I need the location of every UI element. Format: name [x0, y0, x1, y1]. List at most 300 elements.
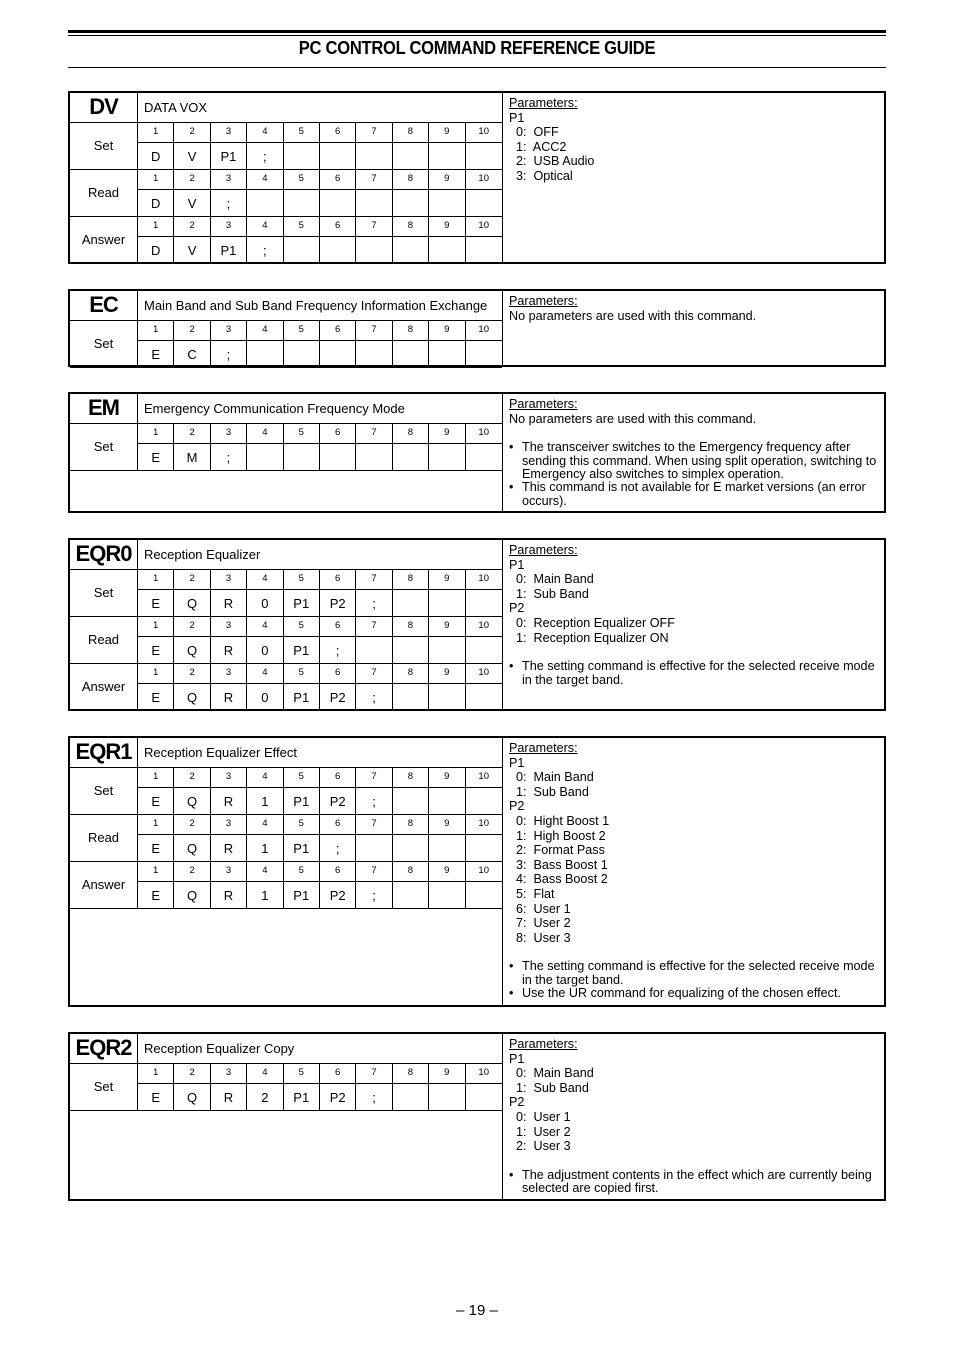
format-cell	[247, 190, 283, 217]
column-number: 10	[478, 771, 489, 782]
column-number: 6	[320, 617, 356, 636]
format-grid-answer	[138, 664, 502, 711]
parameters-panel	[509, 543, 881, 687]
column-number: 10	[478, 865, 489, 876]
parameter-line: 7: User 2	[509, 916, 571, 931]
column-number: 1	[138, 617, 174, 636]
format-cell: P1	[284, 1084, 320, 1111]
column-number: 4	[247, 617, 283, 636]
note-item: • This command is not available for E market versions (an error occurs).	[509, 481, 881, 508]
row-label-set: Set	[70, 570, 138, 617]
format-cell: ;	[356, 1084, 392, 1111]
parameter-line: No parameters are used with this command.	[509, 411, 757, 426]
column-number-row	[138, 424, 502, 444]
parameter-line: 0: Reception Equalizer OFF	[509, 615, 675, 630]
format-cell: P1	[211, 237, 247, 264]
format-cell: V	[174, 190, 210, 217]
format-cell: E	[138, 637, 174, 664]
format-cell: ;	[356, 882, 392, 909]
column-number: 2	[174, 570, 210, 589]
column-number: 2	[174, 170, 210, 189]
page-number: – 19 –	[456, 1302, 498, 1319]
column-number: 4	[247, 123, 283, 142]
format-cell	[393, 590, 429, 617]
format-cell: P1	[284, 882, 320, 909]
parameter-line: 4: Bass Boost 2	[509, 872, 608, 887]
column-number: 2	[174, 664, 210, 683]
column-number: 3	[211, 815, 247, 834]
parameters-panel	[509, 741, 881, 1001]
format-cell	[429, 835, 465, 862]
parameter-line: 2: User 3	[509, 1139, 571, 1154]
column-number: 2	[174, 862, 210, 881]
format-cell	[466, 341, 502, 368]
format-cell: P1	[284, 788, 320, 815]
format-cell	[356, 444, 392, 471]
column-number: 7	[356, 768, 392, 787]
column-number-row	[138, 768, 502, 788]
format-grid-answer	[138, 217, 502, 264]
header-rule-thick	[68, 30, 886, 33]
column-number: 4	[247, 321, 283, 340]
format-cell	[466, 1084, 502, 1111]
column-number: 8	[393, 664, 429, 683]
column-number: 8	[393, 862, 429, 881]
format-cell: R	[211, 882, 247, 909]
page-title: PC CONTROL COMMAND REFERENCE GUIDE	[298, 38, 656, 58]
format-cell	[247, 444, 283, 471]
column-number: 4	[247, 570, 283, 589]
command-code: EM	[70, 394, 138, 424]
notes-list	[509, 441, 881, 508]
column-number: 3	[211, 321, 247, 340]
row-label-set: Set	[70, 321, 138, 368]
column-number: 9	[429, 170, 465, 189]
column-number: 1	[138, 1064, 174, 1083]
column-number: 10	[478, 324, 489, 335]
column-number: 1	[138, 768, 174, 787]
format-cell	[393, 444, 429, 471]
column-number: 3	[211, 170, 247, 189]
parameters-panel	[509, 397, 881, 508]
parameter-line: P1	[509, 557, 525, 572]
column-number: 1	[138, 570, 174, 589]
format-cell	[356, 341, 392, 368]
column-number: 5	[284, 570, 320, 589]
format-cell: 0	[247, 684, 283, 711]
column-number: 9	[429, 768, 465, 787]
column-number: 8	[393, 1064, 429, 1083]
parameter-line: 1: Sub Band	[509, 586, 589, 601]
format-cell: R	[211, 684, 247, 711]
column-number: 4	[247, 1064, 283, 1083]
format-grid-answer	[138, 862, 502, 909]
column-number: 8	[393, 617, 429, 636]
parameter-line: 3: Optical	[509, 168, 573, 183]
column-number: 5	[284, 170, 320, 189]
command-code: EQR0	[70, 540, 138, 570]
column-divider	[502, 93, 503, 262]
parameters-heading: Parameters:	[509, 397, 578, 411]
column-number: 4	[247, 170, 283, 189]
format-cell: ;	[356, 788, 392, 815]
format-cell: D	[138, 190, 174, 217]
format-cell: P1	[284, 684, 320, 711]
column-number: 1	[138, 123, 174, 142]
format-cell: E	[138, 444, 174, 471]
format-cell: ;	[320, 835, 356, 862]
parameter-line: 1: Sub Band	[509, 1080, 589, 1095]
column-number: 1	[138, 217, 174, 236]
column-number: 2	[174, 217, 210, 236]
column-number: 10	[478, 427, 489, 438]
column-number: 2	[174, 123, 210, 142]
format-cell	[393, 684, 429, 711]
column-number: 7	[356, 1064, 392, 1083]
command-code: EQR2	[70, 1034, 138, 1064]
parameter-line: 8: User 3	[509, 930, 571, 945]
format-cell	[320, 190, 356, 217]
column-number: 7	[356, 570, 392, 589]
parameter-line: 1: Sub Band	[509, 784, 589, 799]
column-number: 5	[284, 815, 320, 834]
command-name: Emergency Communication Frequency Mode	[138, 394, 502, 424]
column-number: 4	[247, 424, 283, 443]
format-cell	[393, 637, 429, 664]
format-cell	[429, 341, 465, 368]
column-number: 8	[393, 424, 429, 443]
format-cell	[393, 341, 429, 368]
format-cell: E	[138, 882, 174, 909]
format-cell: Q	[174, 590, 210, 617]
format-cell: C	[174, 341, 210, 368]
notes-list	[509, 1169, 881, 1196]
column-number-row	[138, 862, 502, 882]
parameters-panel	[509, 96, 881, 184]
format-cell	[429, 237, 465, 264]
format-cell: ;	[247, 237, 283, 264]
row-label-answer: Answer	[70, 664, 138, 711]
command-format-row	[138, 190, 502, 217]
column-number: 7	[356, 862, 392, 881]
command-name: DATA VOX	[138, 93, 502, 123]
column-number: 7	[356, 617, 392, 636]
format-cell: D	[138, 237, 174, 264]
format-cell: ;	[211, 341, 247, 368]
format-cell	[466, 590, 502, 617]
column-number: 2	[174, 1064, 210, 1083]
column-number: 9	[429, 217, 465, 236]
command-name: Main Band and Sub Band Frequency Information Exchange	[138, 291, 502, 321]
format-cell: P1	[284, 590, 320, 617]
parameter-line: No parameters are used with this command.	[509, 308, 757, 323]
column-number-row	[138, 570, 502, 590]
parameter-line: 1: User 2	[509, 1124, 571, 1139]
command-format-row	[138, 882, 502, 909]
format-cell: Q	[174, 1084, 210, 1111]
column-number: 4	[247, 664, 283, 683]
row-label-set: Set	[70, 1064, 138, 1111]
column-number: 10	[478, 573, 489, 584]
header-rule-thin	[68, 35, 886, 36]
parameters-heading: Parameters:	[509, 96, 578, 110]
format-grid-set	[138, 321, 502, 368]
parameter-line: 0: Main Band	[509, 1066, 594, 1081]
format-cell	[356, 190, 392, 217]
command-format-row	[138, 143, 502, 170]
command-code: EC	[70, 291, 138, 321]
format-cell	[466, 684, 502, 711]
parameter-line: 1: Reception Equalizer ON	[509, 630, 669, 645]
parameter-line: 0: Main Band	[509, 572, 594, 587]
column-number: 9	[429, 321, 465, 340]
format-cell: Q	[174, 788, 210, 815]
notes-list	[509, 960, 881, 1000]
format-grid-read	[138, 617, 502, 664]
row-label-answer: Answer	[70, 217, 138, 264]
format-cell	[429, 684, 465, 711]
format-cell: P1	[284, 835, 320, 862]
parameters-heading: Parameters:	[509, 1037, 578, 1051]
format-cell: V	[174, 237, 210, 264]
column-number: 6	[320, 424, 356, 443]
column-number: 3	[211, 1064, 247, 1083]
column-number: 10	[478, 220, 489, 231]
column-divider	[502, 1034, 503, 1199]
format-cell	[284, 341, 320, 368]
column-number: 6	[320, 123, 356, 142]
column-number-row	[138, 321, 502, 341]
format-cell	[393, 237, 429, 264]
format-cell: 1	[247, 788, 283, 815]
format-cell	[356, 143, 392, 170]
format-cell: Q	[174, 882, 210, 909]
command-code: EQR1	[70, 738, 138, 768]
command-code: DV	[70, 93, 138, 123]
column-number: 3	[211, 617, 247, 636]
column-number: 6	[320, 570, 356, 589]
parameter-line: P2	[509, 601, 525, 616]
column-number: 5	[284, 321, 320, 340]
command-format-row	[138, 237, 502, 264]
format-cell: P2	[320, 684, 356, 711]
parameters-panel	[509, 1037, 881, 1196]
format-cell: 0	[247, 637, 283, 664]
format-cell	[466, 882, 502, 909]
format-cell: E	[138, 835, 174, 862]
command-format-row	[138, 835, 502, 862]
format-cell	[429, 882, 465, 909]
format-cell: 2	[247, 1084, 283, 1111]
column-number-row	[138, 1064, 502, 1084]
note-item: • The adjustment contents in the effect which are currently being selected are copied first.	[509, 1169, 881, 1196]
column-number: 6	[320, 217, 356, 236]
command-format-row	[138, 341, 502, 368]
format-cell: M	[174, 444, 210, 471]
column-number: 1	[138, 321, 174, 340]
column-number: 5	[284, 664, 320, 683]
format-grid-set	[138, 424, 502, 471]
format-cell	[429, 788, 465, 815]
format-cell: P2	[320, 590, 356, 617]
parameter-line: P2	[509, 1095, 525, 1110]
row-label-set: Set	[70, 123, 138, 170]
column-number: 2	[174, 768, 210, 787]
format-cell: 0	[247, 590, 283, 617]
column-number: 7	[356, 664, 392, 683]
parameter-line: 2: USB Audio	[509, 154, 595, 169]
format-cell	[466, 637, 502, 664]
format-cell	[466, 835, 502, 862]
format-grid-set	[138, 570, 502, 617]
column-number: 9	[429, 862, 465, 881]
column-number-row	[138, 123, 502, 143]
format-cell	[393, 143, 429, 170]
format-cell	[429, 637, 465, 664]
parameters-heading: Parameters:	[509, 294, 578, 308]
parameter-line: 0: OFF	[509, 125, 559, 140]
column-number: 7	[356, 815, 392, 834]
column-number: 5	[284, 617, 320, 636]
column-number-row	[138, 664, 502, 684]
format-cell	[393, 1084, 429, 1111]
format-cell: R	[211, 1084, 247, 1111]
format-cell: R	[211, 590, 247, 617]
format-cell	[356, 637, 392, 664]
format-grid-set	[138, 123, 502, 170]
column-number: 6	[320, 862, 356, 881]
format-cell	[320, 444, 356, 471]
column-number: 7	[356, 321, 392, 340]
format-cell	[429, 444, 465, 471]
parameters-heading: Parameters:	[509, 543, 578, 557]
column-number: 5	[284, 862, 320, 881]
column-number: 8	[393, 321, 429, 340]
column-divider	[502, 540, 503, 709]
column-number: 3	[211, 424, 247, 443]
column-number: 7	[356, 424, 392, 443]
command-name: Reception Equalizer	[138, 540, 502, 570]
column-number: 5	[284, 1064, 320, 1083]
parameter-line: P2	[509, 799, 525, 814]
column-number: 4	[247, 217, 283, 236]
command-format-row	[138, 684, 502, 711]
column-number-row	[138, 170, 502, 190]
note-item: • The transceiver switches to the Emergency frequency after sending this command. When using split operation, switching to Emergency also switches to simplex operation.	[509, 441, 881, 481]
parameter-line: 0: Hight Boost 1	[509, 813, 610, 828]
column-number: 10	[478, 1067, 489, 1078]
command-box-eqr0	[68, 538, 886, 711]
row-label-read: Read	[70, 617, 138, 664]
format-cell: V	[174, 143, 210, 170]
column-number: 8	[393, 815, 429, 834]
format-cell	[466, 190, 502, 217]
format-cell	[356, 835, 392, 862]
command-format-row	[138, 444, 502, 471]
row-label-read: Read	[70, 815, 138, 862]
column-number: 9	[429, 664, 465, 683]
format-grid-set	[138, 768, 502, 815]
column-number: 10	[478, 620, 489, 631]
column-number: 10	[478, 126, 489, 137]
format-cell	[393, 835, 429, 862]
format-cell: 1	[247, 835, 283, 862]
column-number: 3	[211, 768, 247, 787]
column-number: 3	[211, 570, 247, 589]
column-number: 5	[284, 123, 320, 142]
column-number: 9	[429, 570, 465, 589]
command-name: Reception Equalizer Copy	[138, 1034, 502, 1064]
format-cell: ;	[247, 143, 283, 170]
format-cell	[429, 190, 465, 217]
column-number: 10	[478, 667, 489, 678]
format-cell: R	[211, 637, 247, 664]
column-number: 1	[138, 862, 174, 881]
parameter-line: 0: User 1	[509, 1109, 571, 1124]
format-cell	[356, 237, 392, 264]
format-grid-set	[138, 1064, 502, 1111]
column-number: 5	[284, 217, 320, 236]
column-number: 9	[429, 815, 465, 834]
format-cell: P1	[284, 637, 320, 664]
column-number: 7	[356, 123, 392, 142]
note-item: • Use the UR command for equalizing of the chosen effect.	[509, 987, 881, 1000]
format-cell	[466, 788, 502, 815]
parameter-line: 3: Bass Boost 1	[509, 857, 608, 872]
parameter-line: 2: Format Pass	[509, 843, 605, 858]
column-number: 4	[247, 768, 283, 787]
column-number: 9	[429, 123, 465, 142]
format-cell: Q	[174, 835, 210, 862]
parameter-line: 1: High Boost 2	[509, 828, 606, 843]
column-number: 4	[247, 815, 283, 834]
format-cell	[320, 143, 356, 170]
format-cell: ;	[320, 637, 356, 664]
column-number: 1	[138, 170, 174, 189]
column-divider	[502, 738, 503, 1005]
parameter-line: 6: User 1	[509, 901, 571, 916]
format-cell	[429, 1084, 465, 1111]
command-name: Reception Equalizer Effect	[138, 738, 502, 768]
column-number: 1	[138, 664, 174, 683]
parameter-line: P1	[509, 755, 525, 770]
command-format-row	[138, 637, 502, 664]
column-number: 6	[320, 815, 356, 834]
format-cell: P2	[320, 788, 356, 815]
column-number: 2	[174, 617, 210, 636]
column-number: 1	[138, 424, 174, 443]
command-box-em	[68, 392, 886, 513]
column-number: 3	[211, 664, 247, 683]
format-cell: ;	[211, 190, 247, 217]
row-label-answer: Answer	[70, 862, 138, 909]
format-cell	[393, 882, 429, 909]
column-number: 2	[174, 424, 210, 443]
format-cell	[393, 788, 429, 815]
column-number: 9	[429, 1064, 465, 1083]
format-cell	[466, 143, 502, 170]
parameter-line: 0: Main Band	[509, 770, 594, 785]
column-number: 1	[138, 815, 174, 834]
note-item: • The setting command is effective for the selected receive mode in the target band.	[509, 960, 881, 987]
column-number: 8	[393, 123, 429, 142]
format-cell: R	[211, 788, 247, 815]
column-number: 8	[393, 768, 429, 787]
command-box-dv	[68, 91, 886, 264]
parameter-line: 1: ACC2	[509, 139, 567, 154]
format-cell: E	[138, 590, 174, 617]
column-number-row	[138, 217, 502, 237]
